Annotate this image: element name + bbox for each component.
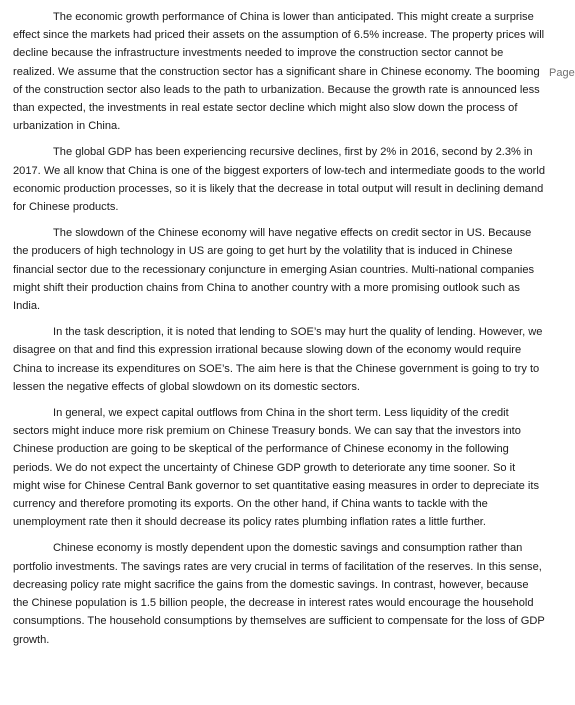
paragraph-global-gdp: The global GDP has been experiencing recursive declines, first by 2% in 2016, second by 2.3% in 2017. We all know that China is one of the biggest exporters of low-tech and intermediate goods to the world economic production processes, so it is likely that the decrease in total output will result in declining demand for Chinese products. [13, 146, 545, 214]
paragraph-credit-sector-us: The slowdown of the Chinese economy will have negative effects on credit sector in US. Because the producers of high technology in US are going to get hurt by the volatility that is induced in Chinese financial sector due to the recessionary conjuncture in emerging Asian countries. Multi-national companies might shift their production chains from China to another country with a more promising outlook such as India. [13, 227, 535, 313]
paragraph-growth-performance: The economic growth performance of China is lower than anticipated. This might create a surprise effect since the markets had priced their assets on the assumption of 6.5% increase. The property prices will decline because the infrastructure investments needed to improve the construction sector cannot be realized. We assume that the construction sector has a significant share in Chinese economy. The booming of the construction sector also leads to the path to urbanization. Because the growth rate is announced less than expected, the investments in real estate sector decline which might also slow down the process of urbanization in China. [13, 11, 545, 133]
document-body [13, 8, 545, 657]
paragraph-capital-outflows: In general, we expect capital outflows from China in the short term. Less liquidity of the credit sectors might induce more risk premium on Chinese Treasury bonds. We can say that the investors into Chinese production are going to be skeptical of the performance of Chinese economy in the following periods. We do not expect the uncertainty of Chinese GDP growth to deteriorate any time sooner. So it might wise for Chinese Central Bank governor to set quantitative easing measures in order to depreciate its currency and therefore promoting its exports. On the other hand, if China wants to tackle with the unemployment rate then it should decrease its policy rates plumbing inflation rates a little further. [13, 407, 539, 529]
page-margin-label: Page [549, 67, 575, 79]
paragraph-soe-lending: In the task description, it is noted that lending to SOE’s may hurt the quality of lending. However, we disagree on that and find this expression irrational because slowing down of the economy would require China to increase its expenditures on SOE’s. The aim here is that the Chinese government is going to try to lessen the negative effects of global slowdown on its domestic sectors. [13, 326, 543, 393]
paragraph-domestic-savings: Chinese economy is mostly dependent upon the domestic savings and consumption rather than portfolio investments. The savings rates are very crucial in terms of facilitation of the reserves. In this sense, decreasing policy rate might sacrifice the gains from the domestic savings. In contrast, however, because the Chinese population is 1.5 billion people, the decrease in interest rates would encourage the household consumptions. The household consumptions by themselves are sufficient to compensate for the loss of GDP growth. [13, 542, 545, 646]
